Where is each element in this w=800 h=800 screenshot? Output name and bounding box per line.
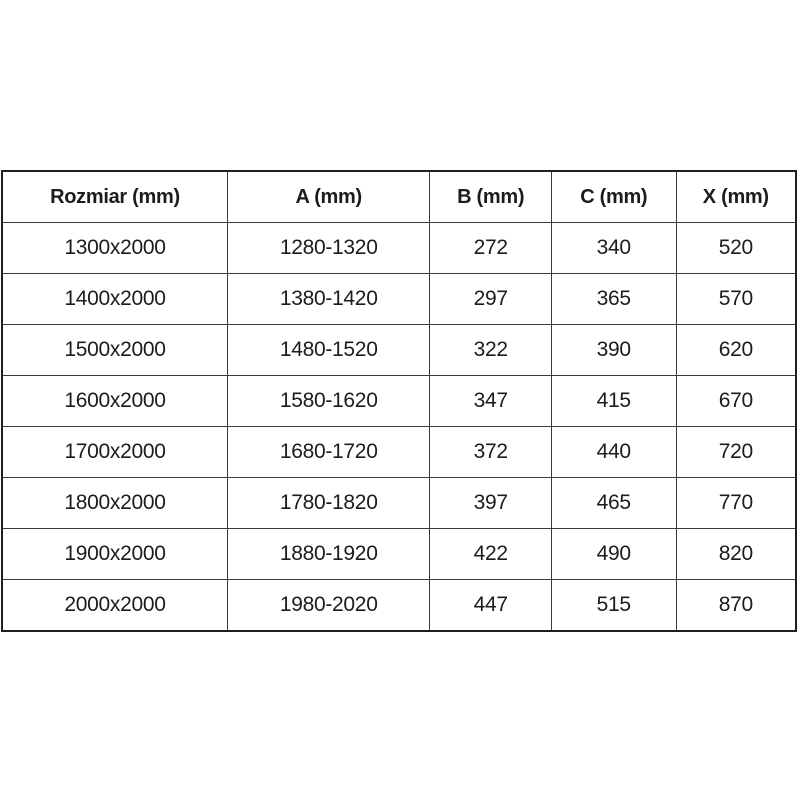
cell-x: 820 — [676, 529, 796, 580]
cell-b: 397 — [430, 478, 551, 529]
size-spec-table — [1, 170, 797, 632]
cell-a: 1380-1420 — [227, 274, 429, 325]
column-header-rozmiar: Rozmiar (mm) — [2, 171, 227, 223]
cell-rozmiar: 1800x2000 — [2, 478, 227, 529]
column-header-x: X (mm) — [676, 171, 796, 223]
cell-x: 670 — [676, 376, 796, 427]
cell-a: 1580-1620 — [227, 376, 429, 427]
cell-a: 1880-1920 — [227, 529, 429, 580]
cell-c: 465 — [551, 478, 676, 529]
cell-rozmiar: 1300x2000 — [2, 223, 227, 274]
table-row — [2, 274, 796, 325]
cell-a: 1680-1720 — [227, 427, 429, 478]
cell-c: 440 — [551, 427, 676, 478]
table-header-row — [2, 171, 796, 223]
table-row — [2, 529, 796, 580]
cell-x: 870 — [676, 580, 796, 632]
cell-rozmiar: 1400x2000 — [2, 274, 227, 325]
cell-x: 570 — [676, 274, 796, 325]
cell-a: 1480-1520 — [227, 325, 429, 376]
cell-x: 720 — [676, 427, 796, 478]
cell-a: 1280-1320 — [227, 223, 429, 274]
cell-x: 770 — [676, 478, 796, 529]
cell-rozmiar: 1700x2000 — [2, 427, 227, 478]
cell-x: 620 — [676, 325, 796, 376]
column-header-b: B (mm) — [430, 171, 551, 223]
cell-rozmiar: 1900x2000 — [2, 529, 227, 580]
cell-a: 1980-2020 — [227, 580, 429, 632]
cell-rozmiar: 2000x2000 — [2, 580, 227, 632]
cell-b: 322 — [430, 325, 551, 376]
cell-c: 390 — [551, 325, 676, 376]
table-row — [2, 376, 796, 427]
cell-b: 372 — [430, 427, 551, 478]
cell-b: 272 — [430, 223, 551, 274]
cell-rozmiar: 1500x2000 — [2, 325, 227, 376]
size-spec-table-container — [1, 170, 797, 632]
cell-a: 1780-1820 — [227, 478, 429, 529]
cell-b: 447 — [430, 580, 551, 632]
table-row — [2, 427, 796, 478]
cell-b: 297 — [430, 274, 551, 325]
table-row — [2, 325, 796, 376]
cell-rozmiar: 1600x2000 — [2, 376, 227, 427]
cell-c: 415 — [551, 376, 676, 427]
cell-c: 515 — [551, 580, 676, 632]
cell-x: 520 — [676, 223, 796, 274]
cell-b: 422 — [430, 529, 551, 580]
cell-c: 490 — [551, 529, 676, 580]
table-row — [2, 580, 796, 632]
cell-b: 347 — [430, 376, 551, 427]
cell-c: 365 — [551, 274, 676, 325]
column-header-c: C (mm) — [551, 171, 676, 223]
cell-c: 340 — [551, 223, 676, 274]
column-header-a: A (mm) — [227, 171, 429, 223]
table-row — [2, 223, 796, 274]
table-row — [2, 478, 796, 529]
